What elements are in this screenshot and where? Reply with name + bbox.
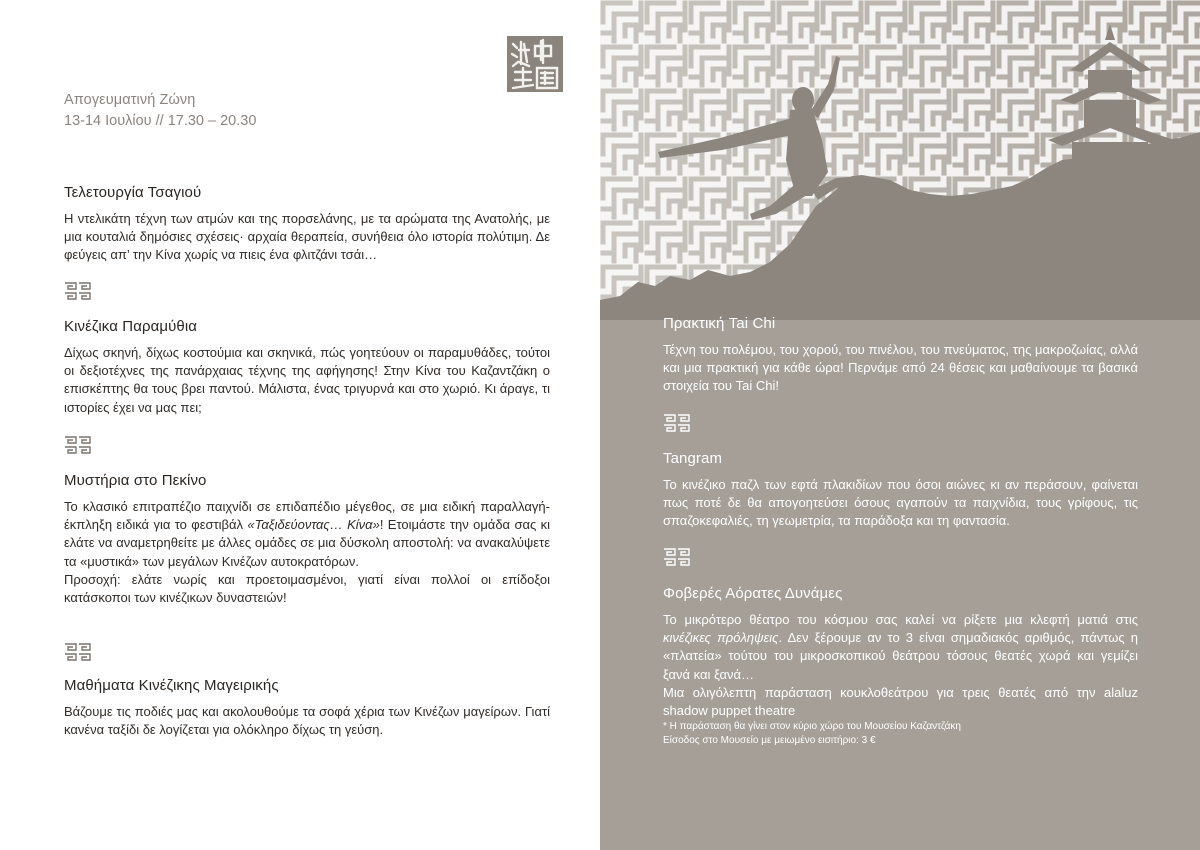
section-tangram (663, 450, 1138, 531)
section-tai-chi (663, 315, 1138, 396)
section-text-note: Προσοχή: ελάτε νωρίς και προετοιμασμένοι, γιατί είναι πολλοί οι επίδοξοι κατάσκοποι των κινέζικων δυναστειών! (64, 571, 550, 606)
chinese-pattern-divider-icon (64, 642, 91, 662)
section-invisible-forces (663, 585, 1138, 748)
section-title: Tangram (663, 450, 723, 467)
section-text-credit: Μια ολιγόλεπτη παράσταση κουκλοθεάτρου για τρεις θεατές από την alaluz shadow puppet theatre (663, 684, 1138, 719)
section-tea-ceremony (64, 184, 550, 265)
section-title: Κινέζικα Παραμύθια (64, 318, 198, 335)
section-title: Μυστήρια στο Πεκίνο (64, 472, 207, 489)
section-text: Δίχως σκηνή, δίχως κοστούμια και σκηνικά, πώς γοητεύουν οι παραμυθάδες, τούτοι οι δεξιοτέχνες της πανάρχαιας τέχνης της αφήγησης! Στην Κίνα του Καζαντζάκη ο επισκέπτης θα τους βρει παντού. Μάλιστα, ένας τριγυρνά και στο χωριό. Κι άραγε, τι ιστορίες έχει να μας πει; (64, 345, 550, 415)
zone-dates: 13-14 Ιουλίου // 17.30 – 20.30 (64, 113, 257, 129)
footnote-venue: * Η παράσταση θα γίνει στον κύριο χώρο του Μουσείου Καζαντζάκη (663, 721, 961, 733)
section-text: Βάζουμε τις ποδιές μας και ακολουθούμε τα σοφά χέρια των Κινέζων μαγείρων. Γιατί κανένα ταξίδι δε λογίζεται για ολόκληρο δίχως τη γεύση. (64, 704, 550, 738)
section-title: Μαθήματα Κινέζικης Μαγειρικής (64, 677, 279, 694)
chinese-pattern-divider-icon (64, 281, 91, 301)
section-title: Πρακτική Tai Chi (663, 315, 776, 332)
chinese-seal-logo (507, 36, 563, 92)
chinese-pattern-divider-icon (663, 413, 690, 433)
section-text: Το μικρότερο θέατρο του κόσμου σας καλεί να ρίξετε μια κλεφτή ματιά στις κινέζικες πρόληψεις. Δεν ξέρουμε αν το 3 είναι σημαδιακός αριθμός, πάντως η «πλατεία» τούτου του μικροσκοπικού θεάτρου τόσους θεατές χωρά και γεμίζει ξανά και ξανά… (663, 612, 1138, 682)
section-title: Φοβερές Αόρατες Δυνάμες (663, 585, 843, 602)
footnote-ticket: Είσοδος στο Μουσείο με μειωμένο εισιτήριο: 3 € (663, 735, 876, 747)
chinese-pattern-divider-icon (663, 547, 690, 567)
section-beijing-mysteries (64, 472, 550, 607)
zone-title: Απογευματινή Ζώνη (64, 92, 196, 108)
section-text: Το κινέζικο παζλ των εφτά πλακιδίων που όσοι αιώνες κι αν περάσουν, φαίνεται πως ποτέ δε θα απογοητεύσει όσους αγαπούν τα παιχνίδια, τους γρίφους, τις σπαζοκεφαλιές, τη γεωμετρία, τα παράδοξα και τη φαντασία. (663, 477, 1138, 529)
section-text: Η ντελικάτη τέχνη των ατμών και της πορσελάνης, με τα αρώματα της Ανατολής, με μια κουταλιά δημόσιες σχέσεις· αρχαία θεραπεία, συνήθεια όλο ιστορία πολύτιμη. Δε φεύγεις απ’ την Κίνα χωρίς να πιεις ένα φλιτζάνι τσάι… (64, 211, 550, 263)
chinese-pattern-divider-icon (64, 435, 91, 455)
section-cooking-lessons (64, 677, 550, 739)
section-title: Τελετουργία Τσαγιού (64, 184, 202, 201)
section-chinese-tales (64, 318, 550, 417)
section-text: Το κλασικό επιτραπέζιο παιχνίδι σε επιδαπέδιο μέγεθος, σε μια ειδική παραλλαγή-έκπληξη ειδικά για το φεστιβάλ «Ταξιδεύοντας… Κίνα»! Ετοιμάστε την ομάδα σας κι ελάτε να αναμετρηθείτε με άλλες ομάδες σε μια δύσκολη αποστολή: να ανακαλύψετε τα «μυστικά» των μεγάλων Κινέζων αυτοκρατόρων. (64, 499, 551, 569)
section-text: Τέχνη του πολέμου, του χορού, του πινέλου, του πνεύματος, της μακροζωίας, αλλά και μια πρακτική για κάθε ώρα! Περνάμε από 24 θέσεις και μαθαίνουμε τα βασικά στοιχεία του Tai Chi! (663, 342, 1138, 394)
right-page (600, 0, 1200, 850)
